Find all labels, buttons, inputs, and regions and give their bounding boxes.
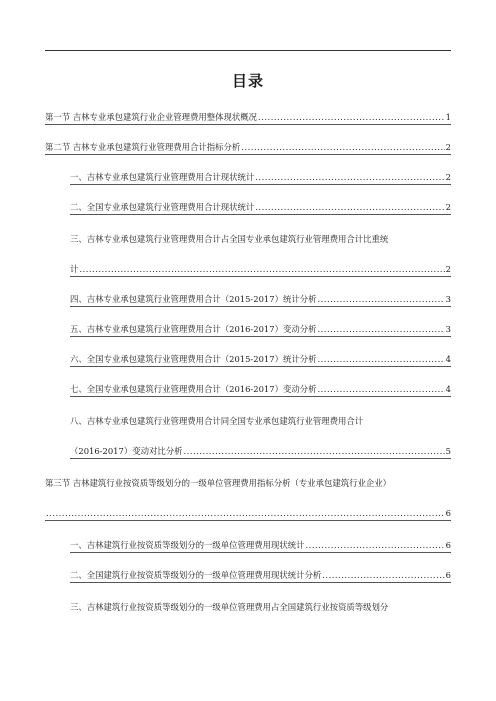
toc-page-number: 4 <box>445 384 451 394</box>
toc-entry-2-3-continued[interactable] <box>70 262 451 276</box>
toc-page-number: 3 <box>445 294 451 304</box>
toc-page-number: 1 <box>445 112 451 122</box>
toc-page-number: 2 <box>445 202 451 212</box>
toc-entry-2-4[interactable] <box>70 292 451 306</box>
toc-entry-label: 三、吉林建筑行业按资质等级划分的一级单位管理费用占全国建筑行业按资质等级划分 <box>70 602 389 612</box>
toc-link-underline <box>70 552 451 553</box>
toc-page-number: 3 <box>445 324 451 334</box>
toc-dot-leader <box>258 110 445 124</box>
toc-link-underline <box>70 306 451 307</box>
toc-dot-leader <box>79 262 444 276</box>
toc-page-number: 6 <box>445 570 451 580</box>
toc-link-underline <box>70 582 451 583</box>
toc-dot-leader <box>241 140 444 154</box>
toc-entry-2-2[interactable] <box>70 200 451 214</box>
toc-entry-label: 二、全国专业承包建筑行业管理费用合计现状统计 <box>70 202 255 212</box>
toc-entry-section-1[interactable] <box>45 110 451 124</box>
toc-entry-label: 三、吉林专业承包建筑行业管理费用合计占全国专业承包建筑行业管理费用合计比重统 <box>70 234 389 244</box>
toc-entry-2-3[interactable] <box>70 232 451 246</box>
toc-entry-label: 第二节 吉林专业承包建筑行业管理费用合计指标分析 <box>45 142 241 152</box>
toc-link-underline <box>70 366 451 367</box>
header-rule <box>45 50 451 51</box>
toc-dot-leader <box>322 568 444 582</box>
toc-dot-leader <box>255 170 444 184</box>
toc-link-underline <box>70 458 451 459</box>
toc-entry-2-1[interactable] <box>70 170 451 184</box>
toc-entry-label: 一、吉林建筑行业按资质等级划分的一级单位管理费用现状统计 <box>70 540 305 550</box>
toc-dot-leader <box>317 292 444 306</box>
toc-entry-section-3-continued[interactable] <box>45 506 451 520</box>
toc-page-number: 2 <box>445 172 451 182</box>
toc-page-number: 4 <box>445 354 451 364</box>
toc-dot-leader <box>317 382 444 396</box>
toc-entry-label: 七、全国专业承包建筑行业管理费用合计（2016-2017）变动分析 <box>70 384 317 394</box>
toc-link-underline <box>70 396 451 397</box>
toc-entry-label: 八、吉林专业承包建筑行业管理费用合计同全国专业承包建筑行业管理费用合计 <box>70 416 364 426</box>
toc-link-underline <box>70 336 451 337</box>
toc-dot-leader <box>255 200 444 214</box>
toc-link-underline <box>45 520 451 521</box>
toc-page-number: 6 <box>445 508 451 518</box>
toc-entry-label: 一、吉林专业承包建筑行业管理费用合计现状统计 <box>70 172 255 182</box>
toc-page-number: 5 <box>445 446 451 456</box>
toc-link-underline <box>70 184 451 185</box>
page-title: 目录 <box>231 72 264 90</box>
toc-dot-leader <box>183 444 444 458</box>
toc-entry-label: 二、全国建筑行业按资质等级划分的一级单位管理费用现状统计分析 <box>70 570 322 580</box>
toc-entry-label: （2016-2017）变动对比分析 <box>70 446 183 456</box>
toc-entry-label: 六、全国专业承包建筑行业管理费用合计（2015-2017）统计分析 <box>70 354 317 364</box>
toc-page-number: 2 <box>445 142 451 152</box>
toc-dot-leader <box>306 538 445 552</box>
toc-dot-leader <box>317 322 444 336</box>
toc-entry-section-2[interactable] <box>45 140 451 154</box>
toc-entry-label: 第一节 吉林专业承包建筑行业企业管理费用整体现状概况 <box>45 112 258 122</box>
toc-entry-3-1[interactable] <box>70 538 451 552</box>
toc-entry-label: 四、吉林专业承包建筑行业管理费用合计（2015-2017）统计分析 <box>70 294 317 304</box>
toc-entry-2-5[interactable] <box>70 322 451 336</box>
toc-entry-label: 五、吉林专业承包建筑行业管理费用合计（2016-2017）变动分析 <box>70 324 317 334</box>
toc-entry-2-8[interactable] <box>70 414 451 428</box>
toc-entry-2-6[interactable] <box>70 352 451 366</box>
toc-link-underline <box>45 124 451 125</box>
toc-link-underline <box>70 214 451 215</box>
toc-entry-2-7[interactable] <box>70 382 451 396</box>
toc-page-number: 6 <box>445 540 451 550</box>
toc-dot-leader <box>46 506 445 520</box>
toc-entry-label: 计 <box>70 264 79 274</box>
toc-dot-leader <box>317 352 444 366</box>
toc-entry-2-8-continued[interactable] <box>70 444 451 458</box>
toc-link-underline <box>70 276 451 277</box>
toc-entry-3-3[interactable] <box>70 600 451 614</box>
toc-entry-label: 第三节 吉林建筑行业按资质等级划分的一级单位管理费用指标分析（专业承包建筑行业企业） <box>45 478 392 488</box>
toc-entry-section-3[interactable] <box>45 476 453 490</box>
toc-page-number: 2 <box>445 264 451 274</box>
toc-entry-3-2[interactable] <box>70 568 451 582</box>
toc-link-underline <box>45 154 451 155</box>
